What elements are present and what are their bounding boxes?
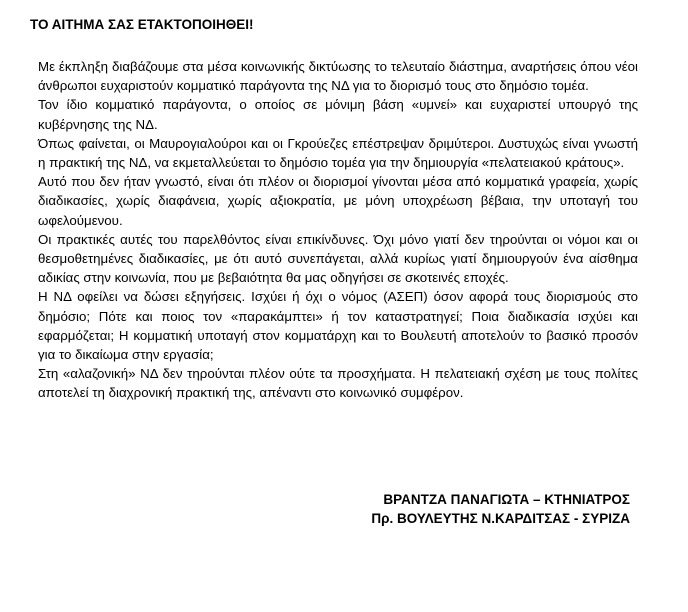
signature-block xyxy=(371,490,630,528)
document-title: ΤΟ ΑΙΤΗΜΑ ΣΑΣ ΕΤΑΚΤΟΠΟΙΗΘΕΙ! xyxy=(30,17,254,32)
paragraph: Στη «αλαζονική» ΝΔ δεν τηρούνται πλέον ούτε τα προσχήματα. Η πελατειακή σχέση με τους πολίτες αποτελεί τη διαχρονική πρακτική της, απέναντι στο κοινωνικό συμφέρον. xyxy=(38,366,638,401)
signature-name: ΒΡΑΝΤΖΑ ΠΑΝΑΓΙΩΤΑ – ΚΤΗΝΙΑΤΡΟΣ xyxy=(383,492,630,507)
paragraph: Τον ίδιο κομματικό παράγοντα, ο οποίος σε μόνιμη βάση «υμνεί» και ευχαριστεί υπουργό της κυβέρνησης της ΝΔ. xyxy=(38,97,638,132)
paragraph: Οι πρακτικές αυτές του παρελθόντος είναι επικίνδυνες. Όχι μόνο γιατί δεν τηρούνται οι νόμοι και οι θεσμοθετημένες διαδικασίες, με ότι αυτό συνεπάγεται, αλλά κυρίως γιατί δημιουργούν ένα αίσθημα αδικίας στην κοινωνία, που με βεβαιότητα θα μας οδηγήσει σε σκοτεινές εποχές. xyxy=(38,231,638,286)
paragraph: Με έκπληξη διαβάζουμε στα μέσα κοινωνικής δικτύωσης το τελευταίο διάστημα, αναρτήσεις όπου νέοι άνθρωποι ευχαριστούν κομματικό παράγοντα της ΝΔ για το διορισμό τους στο δημόσιο τομέα. xyxy=(38,59,638,94)
document-body xyxy=(38,57,638,403)
signature-role: Πρ. ΒΟΥΛΕΥΤΗΣ Ν.ΚΑΡΔΙΤΣΑΣ - ΣΥΡΙΖΑ xyxy=(371,511,630,526)
paragraph: Η ΝΔ οφείλει να δώσει εξηγήσεις. Ισχύει ή όχι ο νόμος (ΑΣΕΠ) όσον αφορά τους διορισμούς στο δημόσιο; Πότε και ποιος τον «παρακάμπτει» ή τον καταστρατηγεί; Ποια διαδικασία ισχύει και εφαρμόζεται; Η κομματική υποταγή στον κομματάρχη και το Βουλευτή αποτελούν το βασικό προσόν για το δικαίωμα στην εργασία; xyxy=(38,289,638,363)
paragraph: Αυτό που δεν ήταν γνωστό, είναι ότι πλέον οι διορισμοί γίνονται μέσα από κομματικά γραφεία, χωρίς διαδικασίες, χωρίς διαφάνεια, χωρίς αξιοκρατία, με μόνη υποχρέωση βέβαια, την υποταγή του ωφελούμενου. xyxy=(38,174,638,228)
paragraph: Όπως φαίνεται, οι Μαυρογιαλούροι και οι Γκρούεζες επέστρεψαν δριμύτεροι. Δυστυχώς είναι γνωστή η πρακτική της ΝΔ, να εκμεταλλεύεται το δημόσιο τομέα για την δημιουργία «πελατειακού κράτους». xyxy=(38,135,638,171)
